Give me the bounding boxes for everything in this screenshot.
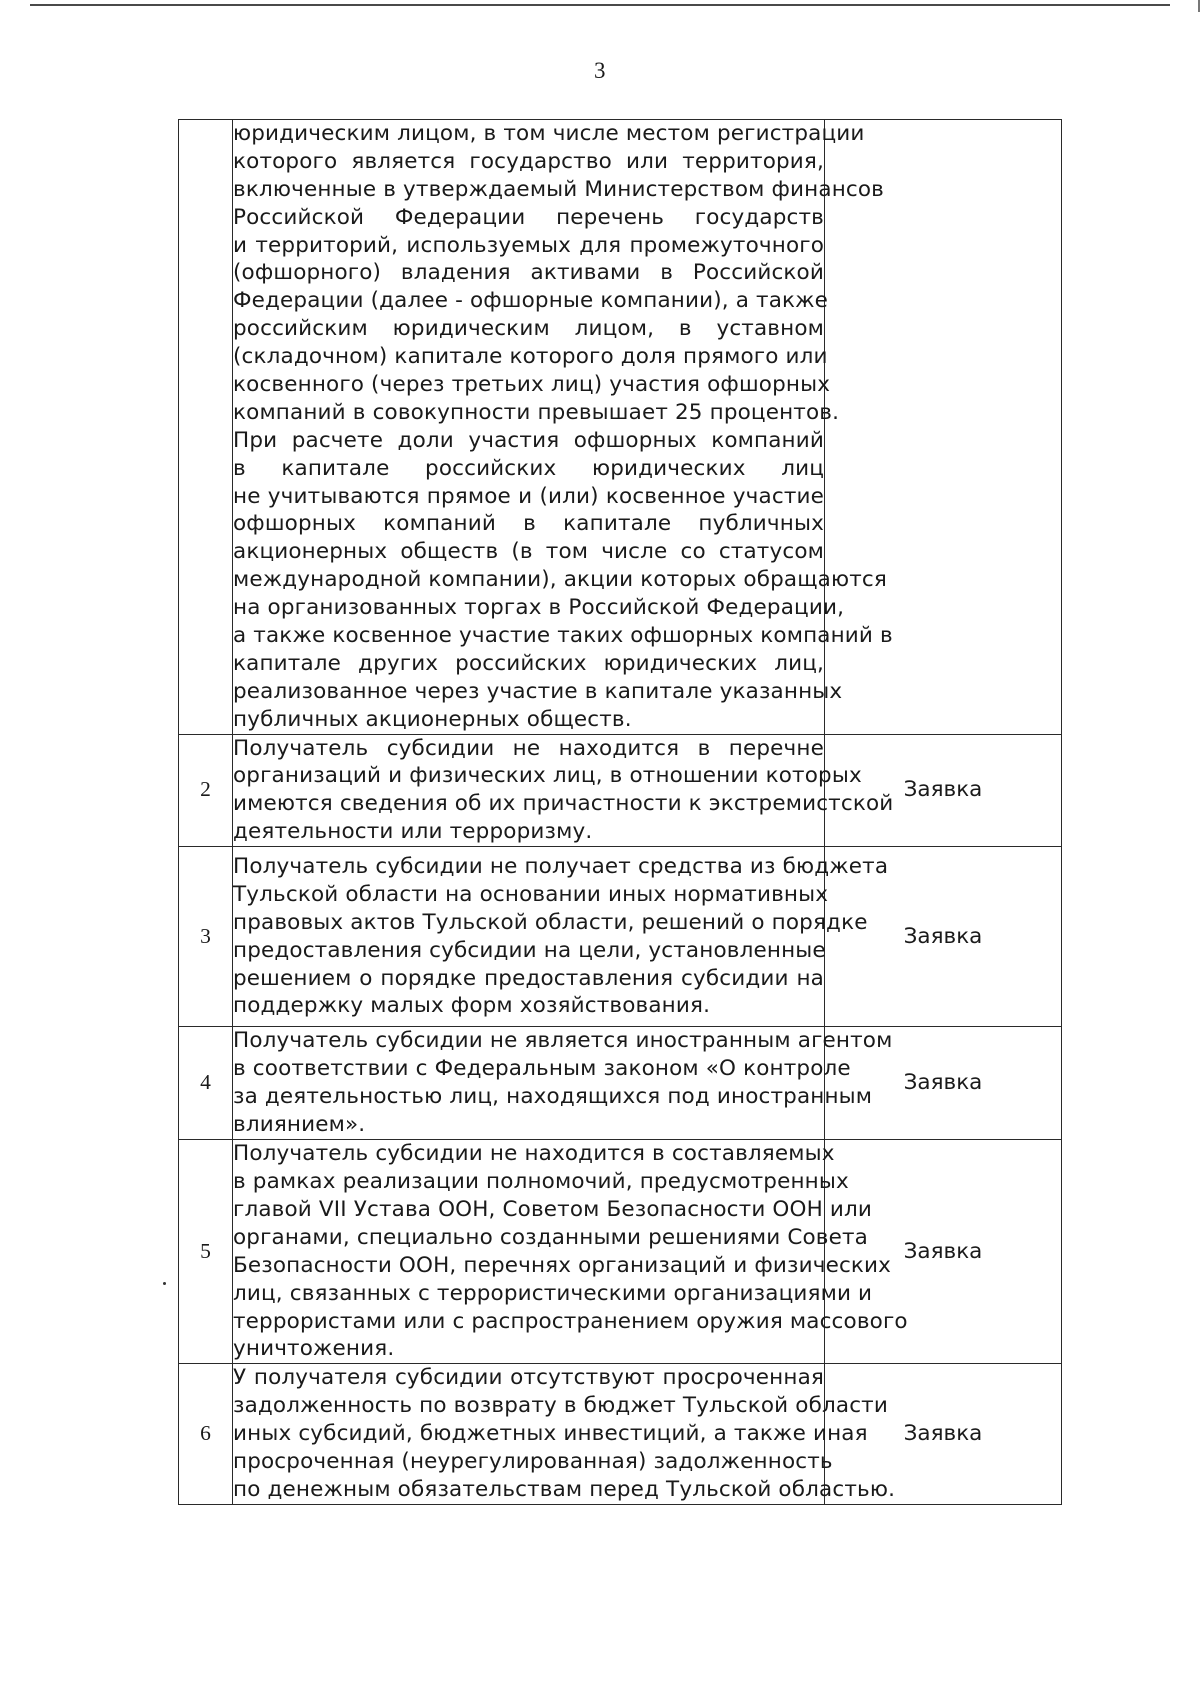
document-source-cell: Заявка (825, 1027, 1062, 1140)
requirement-text-line: деятельности или терроризму. (233, 819, 593, 845)
requirement-text-line: компаний в совокупности превышает 25 процентов. (233, 399, 840, 425)
table-row (179, 1140, 1062, 1364)
row-number-cell: 4 (179, 1027, 233, 1140)
requirement-text-line: Тульской области на основании иных нормативных (233, 881, 829, 907)
row-number-cell: 2 (179, 734, 233, 847)
requirement-text-line: (складочном) капитале которого доля прямого или (233, 344, 828, 370)
requirement-text-cell (233, 1027, 893, 1140)
table-row (179, 734, 1062, 847)
requirement-text-line: лиц, связанных с террористическими организациями и (233, 1280, 873, 1306)
requirement-text-line: органами, специально созданными решениями Совета (233, 1224, 869, 1250)
row-number-cell (179, 120, 233, 735)
requirement-text-line: офшорных компаний в капитале публичных (233, 511, 824, 537)
page-number: 3 (594, 58, 606, 83)
requirement-text-line: иных субсидий, бюджетных инвестиций, а также иная (233, 1421, 868, 1447)
requirement-text-line: При расчете доли участия офшорных компаний (233, 427, 824, 453)
requirement-text-line: не учитываются прямое и (или) косвенное участие (233, 483, 824, 509)
requirement-text-line: террористами или с распространением оружия массового (233, 1308, 908, 1334)
requirement-text-line: Российской Федерации перечень государств (233, 204, 824, 230)
requirement-text-line: реализованное через участие в капитале указанных (233, 678, 843, 704)
table-row (179, 120, 1062, 735)
requirement-text-line: предоставления субсидии на цели, установленные (233, 937, 826, 963)
requirement-text-line: задолженность по возврату в бюджет Тульской области (233, 1393, 888, 1419)
row-number-cell: 5 (179, 1140, 233, 1364)
requirement-text-line: публичных акционерных обществ. (233, 706, 632, 732)
row-number-cell: 6 (179, 1364, 233, 1504)
requirement-text-line: уничтожения. (233, 1336, 395, 1362)
requirement-text-line: Получатель субсидии не находится в составляемых (233, 1141, 835, 1167)
requirement-text-line: капитале других российских юридических лиц, (233, 650, 824, 676)
table-row (179, 1027, 1062, 1140)
requirement-text-line: Получатель субсидии не получает средства из бюджета (233, 853, 889, 879)
requirement-text-line: в капитале российских юридических лиц (233, 455, 824, 481)
requirement-text-line: международной компании), акции которых обращаются (233, 567, 887, 593)
requirement-text-line: которого является государство или территория, (233, 148, 824, 174)
requirement-text-line: имеются сведения об их причастности к экстремистской (233, 791, 894, 817)
requirement-text-line: в соответствии с Федеральным законом «О контроле (233, 1056, 851, 1082)
requirement-text-cell (233, 120, 893, 735)
scan-speck (163, 1282, 166, 1285)
requirement-text-line: российским юридическим лицом, в уставном (233, 316, 824, 342)
requirement-text-line: Федерации (далее - офшорные компании), а также (233, 288, 829, 314)
requirement-text-line: юридическим лицом, в том числе местом регистрации (233, 121, 865, 146)
document-source-cell: Заявка (825, 1140, 1062, 1364)
document-source-cell: Заявка (825, 1364, 1062, 1504)
requirements-table (178, 119, 1062, 1505)
requirement-text-cell (233, 1364, 896, 1504)
requirement-text-line: за деятельностью лиц, находящихся под иностранным (233, 1084, 873, 1110)
requirement-text-line: Получатель субсидии не является иностранным агентом (233, 1028, 893, 1054)
scan-border-top (30, 4, 1170, 6)
requirement-text-line: главой VII Устава ООН, Советом Безопасности ООН или (233, 1196, 873, 1222)
requirement-text-line: Безопасности ООН, перечнях организаций и физических (233, 1252, 892, 1278)
requirement-text-line: решением о порядке предоставления субсидии на (233, 965, 824, 991)
table-row (179, 1364, 1062, 1504)
requirement-text-line: по денежным обязательствам перед Тульской областью. (233, 1476, 896, 1502)
requirements-table-body (179, 120, 1062, 1505)
requirement-text-line: правовых актов Тульской области, решений о порядке (233, 909, 868, 935)
row-number-cell: 3 (179, 847, 233, 1027)
requirement-text-line: на организованных торгах в Российской Федерации, (233, 595, 845, 621)
requirement-text-line: и территорий, используемых для промежуточного (233, 232, 824, 258)
requirement-text-line: влиянием». (233, 1112, 366, 1138)
requirement-text-line: а также косвенное участие таких офшорных компаний в (233, 623, 893, 649)
requirement-text-cell (233, 1140, 908, 1364)
requirement-text-line: косвенного (через третьих лиц) участия офшорных (233, 372, 831, 398)
table-row (179, 847, 1062, 1027)
requirement-text-line: (офшорного) владения активами в Российской (233, 260, 824, 286)
requirement-text-line: включенные в утверждаемый Министерством финансов (233, 176, 885, 202)
requirement-text-cell (233, 847, 889, 1027)
requirement-text-line: акционерных обществ (в том числе со статусом (233, 539, 824, 565)
document-source-cell: Заявка (825, 734, 1062, 847)
requirement-text-line: поддержку малых форм хозяйствования. (233, 993, 711, 1019)
document-source-cell: Заявка (825, 847, 1062, 1027)
requirement-text-line: Получатель субсидии не находится в перечне (233, 735, 824, 761)
requirement-text-line: в рамках реализации полномочий, предусмотренных (233, 1169, 849, 1195)
requirement-text-line: организаций и физических лиц, в отношении которых (233, 763, 862, 789)
requirement-text-line: просроченная (неурегулированная) задолженность (233, 1448, 833, 1474)
requirement-text-cell (233, 734, 894, 847)
requirement-text-line: У получателя субсидии отсутствуют просроченная (233, 1365, 824, 1391)
